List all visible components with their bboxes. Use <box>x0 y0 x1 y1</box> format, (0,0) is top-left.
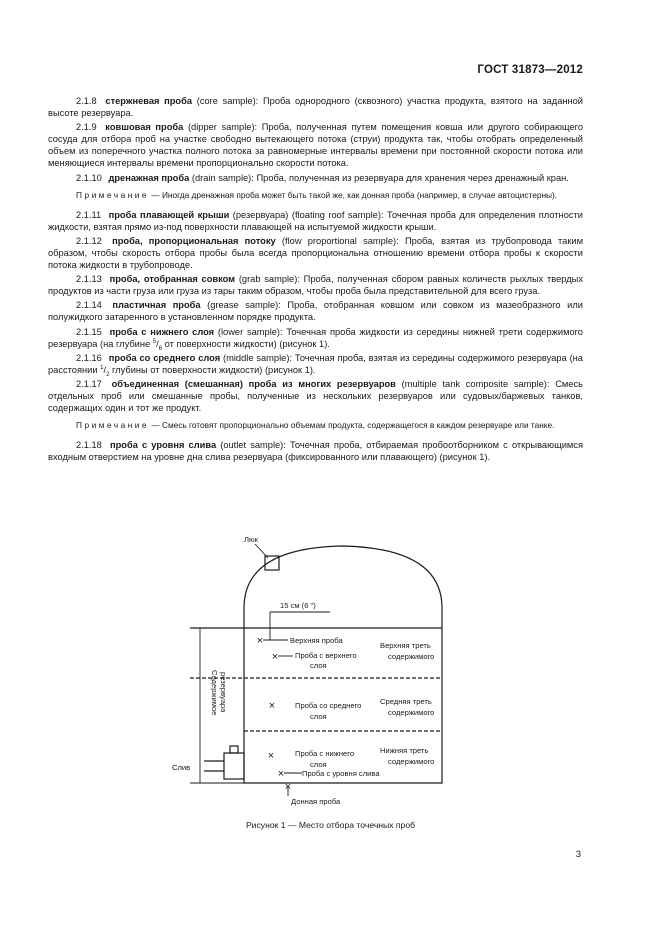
definition-2-1-10 <box>48 172 583 184</box>
document-header: ГОСТ 31873—2012 <box>477 64 583 76</box>
term-english: (grab sample): <box>238 274 300 285</box>
figure-caption: Рисунок 1 — Место отбора точечных проб <box>245 820 416 830</box>
term: стержневая проба <box>105 96 193 106</box>
marker-middle-icon: × <box>268 700 276 712</box>
term-english: (резервуара) (floating roof sample): <box>232 209 384 220</box>
marker-outlet-icon: × <box>277 768 285 780</box>
clause-number: 2.1.10 <box>76 172 102 183</box>
upper-third-label-1: Верхняя треть <box>380 641 431 650</box>
clause-number: 2.1.13 <box>76 274 102 285</box>
marker-lower-icon: × <box>267 750 275 762</box>
outlet-valve <box>230 746 238 753</box>
clause-number: 2.1.18 <box>76 440 102 451</box>
term-english: (middle sample): <box>223 352 293 363</box>
note-label: Примечание <box>76 420 150 431</box>
hatch-label: Люк <box>244 535 259 544</box>
fraction-numerator: 1 <box>100 364 104 371</box>
definition-text: Точечная проба, взятая из середины содержимого резервуара (на расстоянии <box>48 352 583 375</box>
middle-third-label-2: содержимого <box>388 708 435 717</box>
term: ковшовая проба <box>105 122 184 133</box>
page-number: 3 <box>575 849 581 860</box>
definition-2-1-16: 2.1.16 проба со среднего слоя (middle sample): Точечная проба, взятая из середины содержимого резервуара (на расстоянии $^1/_2$ глубины от поверхности жидкости) (рисунок 1). <box>48 352 583 378</box>
middle-third-label-1: Средняя треть <box>380 697 432 706</box>
note-text: — Смесь готовят пропорционально объемам продукта, содержащегося в каждом резервуаре или танке. <box>151 420 555 431</box>
term-english: (grease sample): <box>207 300 281 311</box>
bottom-sample-label: Донная проба <box>291 797 341 806</box>
fraction-denominator: 2 <box>106 371 110 378</box>
term-english: (core sample): <box>196 96 259 106</box>
marker-top-icon: × <box>271 651 279 663</box>
middle-sample-label-1: Проба со среднего <box>295 701 362 710</box>
definition-2-1-13 <box>48 273 583 297</box>
clause-number: 2.1.9 <box>76 122 97 133</box>
clause-number: 2.1.14 <box>76 300 102 311</box>
term: проба со среднего слоя <box>108 352 221 363</box>
definition-text: Проба, полученная сбором равных количеств рыхлых твердых продуктов из части груза или груза из тары таким образом, чтобы проба была представительной для всего груза. <box>48 274 584 297</box>
term: дренажная проба <box>108 172 190 183</box>
definition-text: Проба однородного (сквозного) участка продукта, взятого на заданной высоте резервуара. <box>48 96 583 119</box>
term: проба с уровня слива <box>109 440 217 451</box>
lower-sample-label-2: слоя <box>310 760 327 769</box>
contents-vertical-label-1: Содержимое <box>210 670 219 716</box>
definition-text-cont: от поверхности жидкости) (рисунок 1). <box>164 338 330 349</box>
upper-third-label-2: содержимого <box>388 652 435 661</box>
term-english: (lower sample): <box>217 326 283 337</box>
definition-text: Точечная проба жидкости из середины нижней трети содержимого резервуара (на глубине <box>48 326 583 349</box>
clause-number: 2.1.17 <box>76 378 102 389</box>
lower-third-label-2: содержимого <box>388 757 435 766</box>
definition-2-1-18 <box>48 439 583 463</box>
definition-text: Проба, отобранная ковшом или совком из мазеобразного или полужидкого затаренного в установленном порядке продукта. <box>48 300 583 323</box>
term: проба, пропорциональная потоку <box>112 235 276 246</box>
term-english: (flow proportional sample): <box>281 235 399 246</box>
term: объединенная (смешанная) проба из многих резервуаров <box>111 378 396 389</box>
term-english: (dipper sample): <box>187 122 258 133</box>
marker-upper-icon: × <box>256 635 264 647</box>
outlet-sample-label: Проба с уровня слива <box>302 769 380 778</box>
definition-2-1-11 <box>48 209 583 233</box>
middle-sample-label-2: слоя <box>310 712 327 721</box>
clause-number: 2.1.12 <box>76 235 102 246</box>
marker-bottom-icon: × <box>284 781 292 793</box>
depth-label: 15 см (6 ") <box>280 601 316 610</box>
definition-text: Точечная проба, отбираемая пробоотборником с открывающимся входным отверстием на уровне дна слива резервуара (фиксированного или плавающего) (рисунок 1). <box>48 440 583 463</box>
term-english: (drain sample): <box>191 172 254 183</box>
clause-number: 2.1.11 <box>76 209 102 220</box>
note-2 <box>48 420 583 431</box>
lower-third-label-1: Нижняя треть <box>380 746 429 755</box>
lower-sample-label-1: Проба с нижнего <box>295 749 355 758</box>
term: проба с нижнего слоя <box>109 326 215 337</box>
clause-number: 2.1.15 <box>76 326 102 337</box>
term: проба, отобранная совком <box>109 274 236 285</box>
contents-vertical-label-2: резервуара <box>219 672 228 713</box>
note-label: Примечание <box>76 189 150 200</box>
outlet-flange <box>224 753 244 779</box>
drain-label: Слив <box>172 763 191 772</box>
fraction-denominator: 6 <box>158 345 163 352</box>
tank-sampling-figure <box>160 528 460 848</box>
term-english: (multiple tank composite sample): <box>401 378 550 389</box>
top-sample-label-2: слоя <box>310 661 327 670</box>
term-english: (outlet sample): <box>220 440 286 451</box>
document-body <box>48 95 583 465</box>
definition-text: Смесь отдельных проб или смешанные пробы, полученные из нескольких резервуаров или судовых/баржевых танков, содержащих один и тот же продукт. <box>48 378 583 414</box>
upper-sample-label: Верхняя проба <box>290 636 343 645</box>
term: пластичная проба <box>112 300 201 311</box>
definition-text: Точечная проба для определения плотности жидкости, взятая прямо из-под поверхности плавающей на испытуемой жидкости крыши. <box>48 209 583 232</box>
note-1 <box>48 190 583 201</box>
top-sample-label-1: Проба с верхнего <box>295 651 357 660</box>
definition-2-1-17 <box>48 378 583 414</box>
definition-text: Проба, полученная из резервуара для хранения через дренажный кран. <box>256 172 569 183</box>
definition-2-1-8 <box>48 95 583 119</box>
clause-number: 2.1.16 <box>76 352 102 363</box>
definition-2-1-9 <box>48 121 583 169</box>
definition-text: Проба, полученная путем помещения ковша или другого собирающего сосуда для отбора проб на участке свободно вытекающего потока (струи) продукта так, чтобы отобрать определенный объем из поперечного участка полного потока за равномерные интервалы времени при постоянной скорости потока или меняющиеся интервалы времени пропорционально скорости потока. <box>48 122 583 169</box>
fraction-numerator: 5 <box>152 338 157 345</box>
definition-text-cont: глубины от поверхности жидкости) (рисунок 1). <box>112 364 316 375</box>
definition-2-1-15: 2.1.15 проба с нижнего слоя (lower sample): Точечная проба жидкости из середины нижней трети содержимого резервуара (на глубине $^5/_6$ от поверхности жидкости) (рисунок 1). <box>48 326 583 352</box>
note-text: — Иногда дренажная проба может быть такой же, как донная проба (например, в случае автоцистерны). <box>151 189 558 200</box>
hatch-leader <box>255 544 268 558</box>
definition-text: Проба, взятая из трубопровода таким образом, чтобы скорость отбора пробы была всегда пропорциональна отношению времени отбора пробы к скорости потока жидкости в трубопроводе. <box>48 235 583 271</box>
definition-2-1-14 <box>48 299 583 323</box>
term: проба плавающей крыши <box>108 209 230 220</box>
clause-number: 2.1.8 <box>76 96 97 106</box>
definition-2-1-12 <box>48 235 583 271</box>
